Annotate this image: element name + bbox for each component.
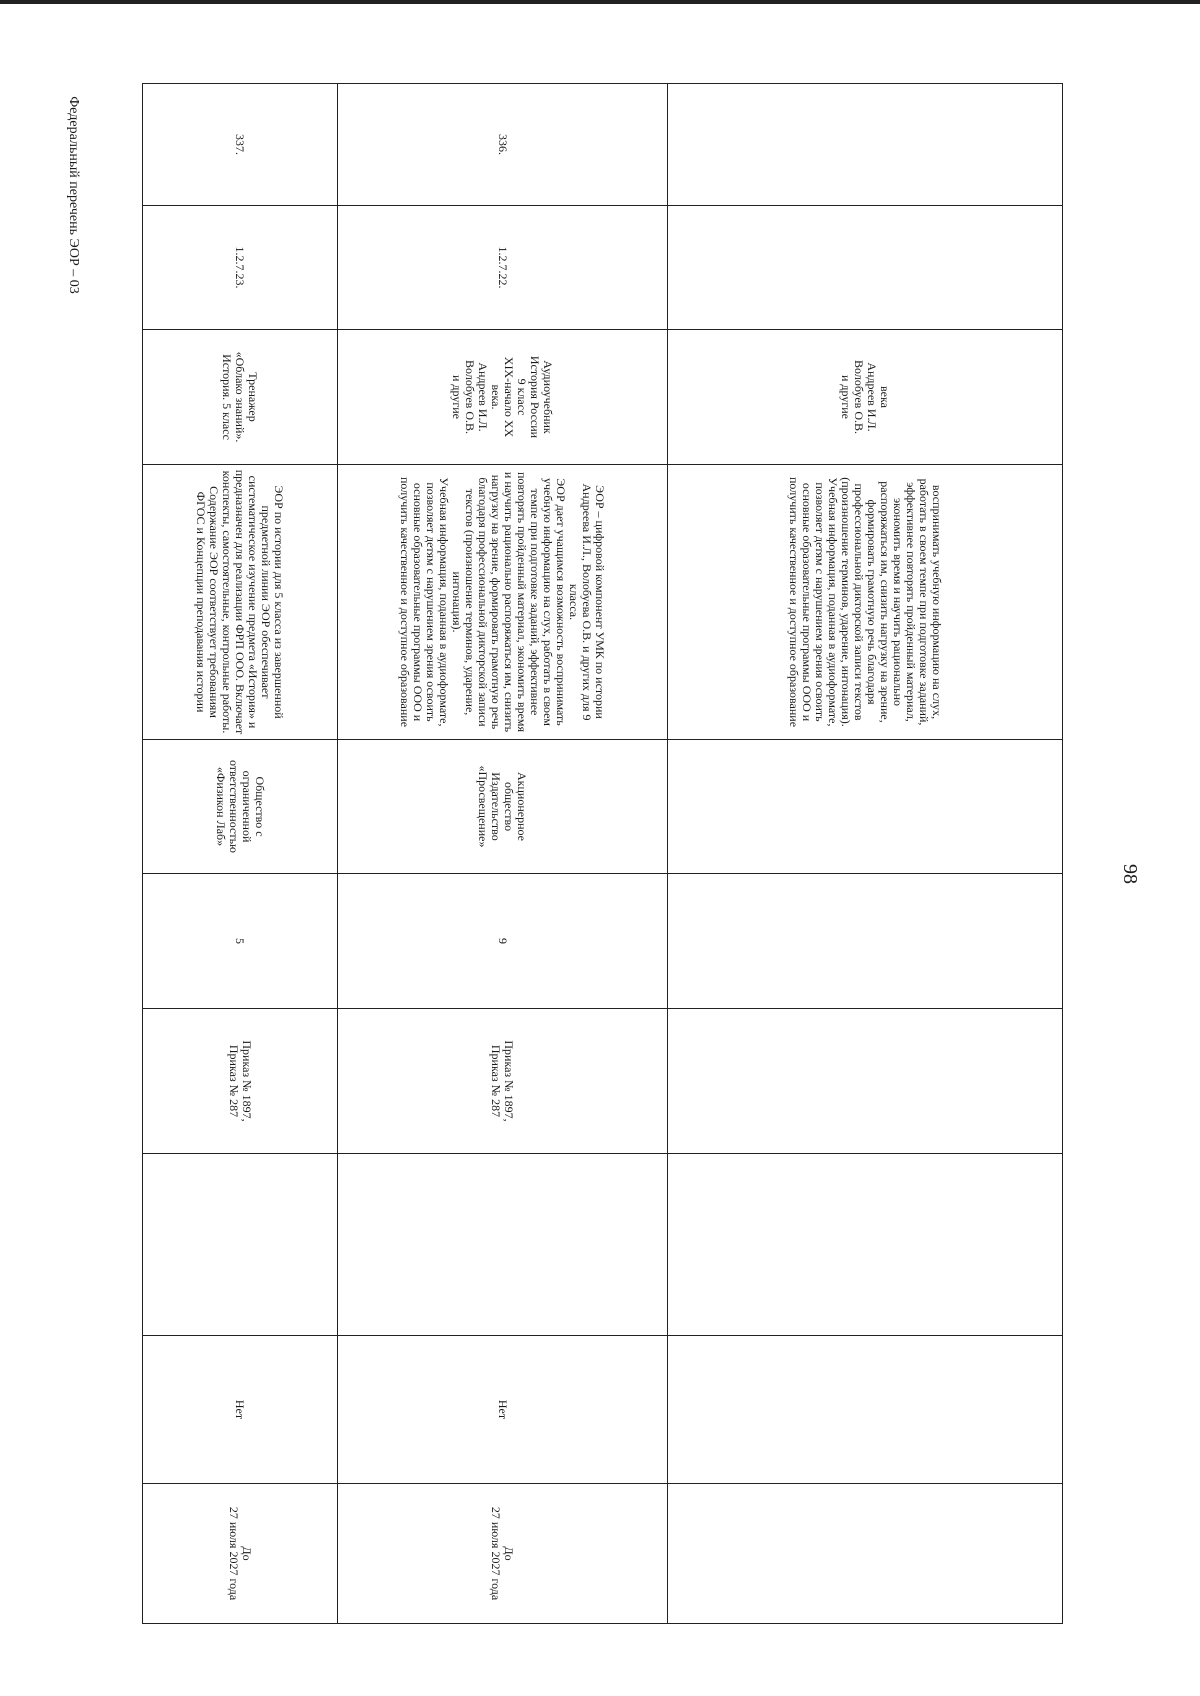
cell-line: «Облако знаний».: [233, 351, 248, 443]
cell-description: [668, 465, 1063, 740]
description-paragraph: воспринимать учебную информацию на слух, работать в своем темпе при подготовке заданий, эффективнее повторять пройденный материал, экономить время и научить рационально распоряжаться им, снизить нагрузку на зрение, формировать грамотную речь благодаря профессиональной дикторской записи текстов (произношение терминов, ударение, интонация).: [839, 477, 944, 727]
cell-col7: [668, 1154, 1063, 1336]
cell-description: [143, 465, 338, 740]
cell-line: Приказ № 1897,: [240, 1040, 254, 1122]
cell-line: XIX-начало XX: [502, 356, 517, 438]
cell-publisher: [338, 740, 668, 874]
cell-line: Андреев И.Л.: [865, 362, 879, 432]
cell-line: Общество с: [253, 776, 267, 837]
eor-table: [142, 83, 1063, 1624]
cell-line: 9 класс: [515, 378, 530, 416]
cell-grade: [668, 874, 1063, 1009]
cell-order: [338, 1009, 668, 1154]
cell-code: [668, 206, 1063, 330]
cell-line: ограниченной: [240, 770, 254, 843]
cell-line: века.: [489, 384, 504, 410]
description-paragraph: Учебная информация, поданная в аудиоформате, позволяет детям с нарушением зрения освоить основные образовательные программы ООО и получить качественное и доступное образование: [398, 476, 452, 728]
cell-line: Волобуев О.В.: [852, 360, 866, 434]
cell-publisher: [668, 740, 1063, 874]
cell-line: Издательство: [489, 772, 504, 841]
table-row: [143, 84, 338, 1624]
cell-line: и другие: [450, 374, 465, 420]
cell-grade: 5: [143, 874, 338, 1009]
cell-line: 27 июля 2027 года: [227, 1506, 241, 1601]
cell-number: [668, 84, 1063, 206]
cell-title: [338, 330, 668, 465]
cell-line: Приказ № 287: [227, 1044, 241, 1118]
eor-table-wrap: [143, 83, 1063, 1623]
footer-text: Федеральный перечень ЭОР – 03: [66, 96, 81, 294]
cell-order: [668, 1009, 1063, 1154]
cell-validity: [668, 1484, 1063, 1624]
cell-line: ответственностью: [227, 759, 241, 854]
cell-number: 336.: [338, 84, 668, 206]
cell-line: и другие: [839, 374, 853, 420]
cell-validity: [143, 1484, 338, 1624]
cell-line: До: [502, 1546, 517, 1561]
description-paragraph: ЭОР дает учащимся возможность воспринимать учебную информацию на слух, работать в своем темпе при подготовке заданий, эффективнее повторять пройденный материал, экономить время и научить рационально распоряжаться им, снизить нагрузку на зрение, формировать грамотную речь благодаря профессиональной дикторской записи текстов (произношение терминов, ударение, интонация).: [450, 471, 569, 733]
cell-validity: [338, 1484, 668, 1624]
cell-code: 1.2.7.23.: [143, 206, 338, 330]
cell-line: Акционерное: [515, 772, 530, 841]
cell-line: Андреев И.Л.: [476, 362, 491, 432]
cell-title: [143, 330, 338, 465]
cell-line: «Физикон Лаб»: [214, 766, 228, 847]
cell-line: века: [878, 386, 892, 408]
cell-line: История России: [528, 355, 543, 439]
description-paragraph: ЭОР по истории для 5 класса из завершенной предметной линии ЭОР обеспечивает систематическое изучение предмета «История» и предназначен для реализации ФРП ООО. Включает конспекты, самостоятельные, контрольные работы. Содержание ЭОР соответствует требованиям ФГОС и Концепции преподавания истории: [194, 469, 287, 735]
cell-title: [668, 330, 1063, 465]
cell-code: 1.2.7.22.: [338, 206, 668, 330]
cell-line: общество: [502, 781, 517, 832]
cell-grade: 9: [338, 874, 668, 1009]
page-number: 98: [1119, 864, 1141, 884]
cell-line: 27 июля 2027 года: [489, 1506, 504, 1601]
description-paragraph: Учебная информация, поданная в аудиоформате, позволяет детям с нарушением зрения освоить основные образовательные программы ООО и получить качественное и доступное образование: [787, 476, 840, 728]
cell-col7: [338, 1154, 668, 1336]
table-row: [338, 84, 668, 1624]
description-paragraph: ЭОР – цифровой компонент УМК по истории Андреева И.Л., Волобуева О.В. и других для 9 класса.: [567, 483, 608, 721]
cell-publisher: [143, 740, 338, 874]
cell-col7: [143, 1154, 338, 1336]
cell-line: История. 5 класс: [220, 354, 235, 440]
cell-line: Аудиоучебник: [541, 360, 556, 434]
cell-number: 337.: [143, 84, 338, 206]
cell-description: [338, 465, 668, 740]
top-rule: [0, 0, 1200, 4]
cell-line: «Просвещение»: [476, 765, 491, 848]
cell-line: Приказ № 287: [489, 1044, 504, 1118]
cell-col8: [668, 1336, 1063, 1484]
cell-line: До: [240, 1546, 254, 1561]
cell-line: Приказ № 1897,: [502, 1040, 517, 1122]
cell-col8: Нет: [143, 1336, 338, 1484]
table-row: [668, 84, 1063, 1624]
cell-line: Волобуев О.В.: [463, 360, 478, 434]
cell-line: Тренажер: [246, 372, 261, 422]
cell-col8: Нет: [338, 1336, 668, 1484]
cell-order: [143, 1009, 338, 1154]
